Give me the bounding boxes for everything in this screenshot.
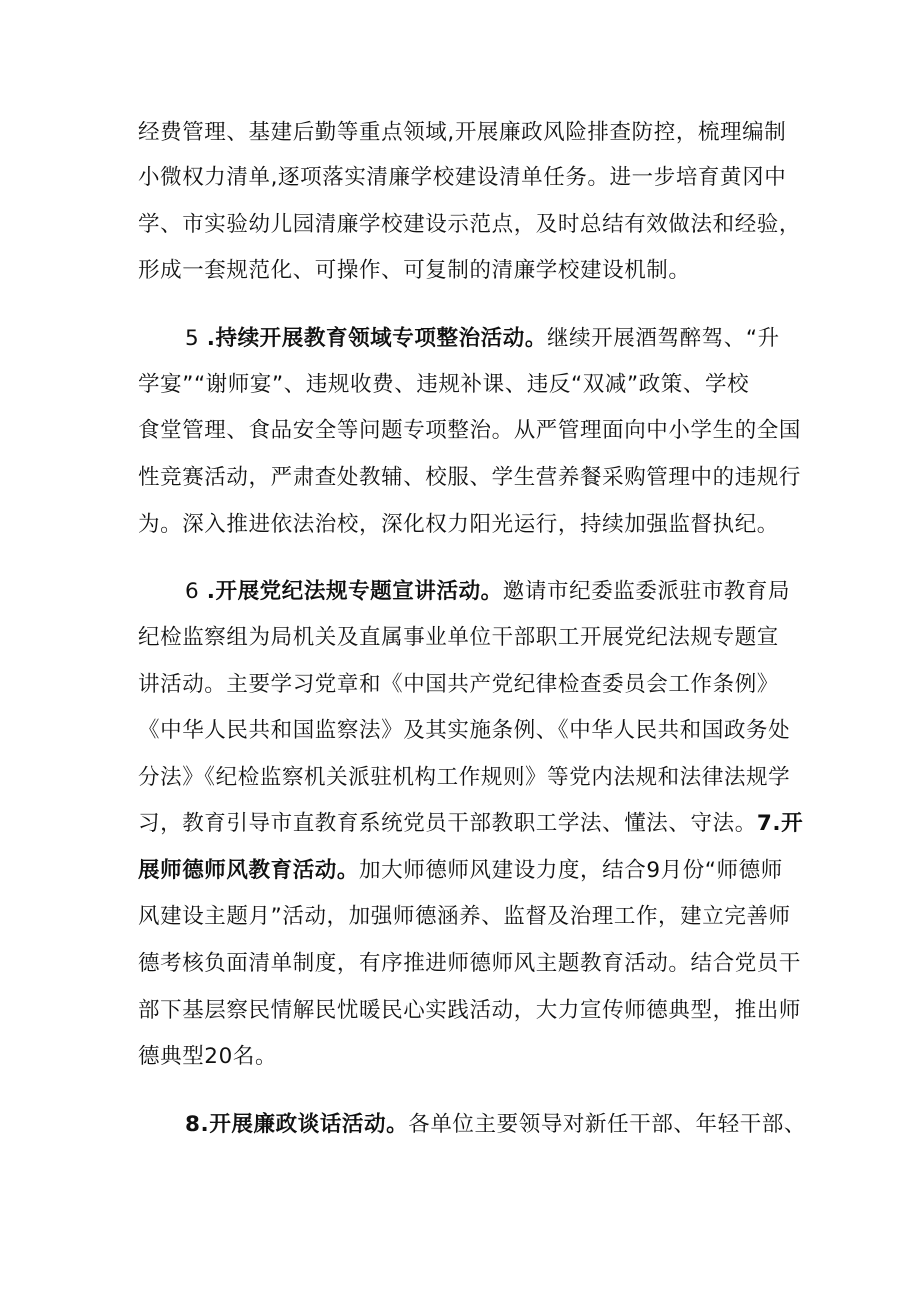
text-line: 分法》《纪检监察机关派驻机构工作规则》等党内法规和法律法规学 xyxy=(138,765,791,790)
item-8-first-line xyxy=(185,1110,807,1140)
text-line: 经费管理、基建后勤等重点领域,开展廉政风险排查防控，梳理编制 xyxy=(138,120,787,145)
text-line: 部下基层察民情解民忧暖民心实践活动，大力宣传师德典型，推出师 xyxy=(138,998,802,1023)
text-line: 《中华人民共和国监察法》及其实施条例、《中华人民共和国政务处 xyxy=(138,718,791,743)
item-6-number: 6 xyxy=(185,579,200,604)
text-line: 学宴”“谢师宴”、违规收费、违规补课、违反“双减”政策、学校 xyxy=(138,372,750,397)
item-7-heading-start: 7.开 xyxy=(756,811,804,836)
text-line: 风建设主题月”活动，加强师德涵养、监督及治理工作，建立完善师 xyxy=(138,904,791,929)
item-5-first-line xyxy=(185,324,800,354)
item-8-first-line-text: 各单位主要领导对新任干部、年轻干部、 xyxy=(408,1112,807,1137)
item-7-first-line-text: 加大师德师风建设力度，结合9月份“师德师 xyxy=(359,858,783,883)
item-6-last-line-text: 习，教育引导市直教育系统党员干部教职工学法、懂法、守法。 xyxy=(138,811,757,836)
item-7-heading: 展师德师风教育活动。 xyxy=(138,858,360,883)
text-line: 为。深入推进依法治校，深化权力阳光运行，持续加强监督执纪。 xyxy=(138,512,779,537)
item-6-first-line-text: 邀请市纪委监委派驻市教育局 xyxy=(502,579,791,604)
text-line: 形成一套规范化、可操作、可复制的清廉学校建设机制。 xyxy=(138,258,691,283)
text-line: 食堂管理、食品安全等问题专项整治。从严管理面向中小学生的全国 xyxy=(138,418,802,443)
text-line: 纪检监察组为局机关及直属事业单位干部职工开展党纪法规专题宣 xyxy=(138,625,779,650)
text-line: 性竞赛活动，严肃查处教辅、校服、学生营养餐采购管理中的违规行 xyxy=(138,465,802,490)
item-8-heading: 8.开展廉政谈话活动。 xyxy=(185,1112,409,1137)
text-line: 小微权力清单,逐项落实清廉学校建设清单任务。进一步培育黄冈中 xyxy=(138,165,787,190)
item-7-first-line xyxy=(138,856,798,886)
text-line: 学、市实验幼儿园清廉学校建设示范点，及时总结有效做法和经验， xyxy=(138,212,802,237)
item-5-first-line-text: 继续开展酒驾醉驾、“升 xyxy=(547,326,780,351)
text-line: 德典型20名。 xyxy=(138,1044,278,1069)
text-line: 德考核负面清单制度，有序推进师德师风主题教育活动。结合党员干 xyxy=(138,951,802,976)
item-6-heading: .开展党纪法规专题宣讲活动。 xyxy=(206,579,503,604)
item-5-heading: .持续开展教育领域专项整治活动。 xyxy=(206,326,547,351)
item-6-first-line xyxy=(185,577,800,607)
item-6-last-line xyxy=(138,809,804,839)
item-5-number: 5 xyxy=(185,326,200,351)
text-line: 讲活动。主要学习党章和《中国共产党纪律检查委员会工作条例》 xyxy=(138,672,779,697)
